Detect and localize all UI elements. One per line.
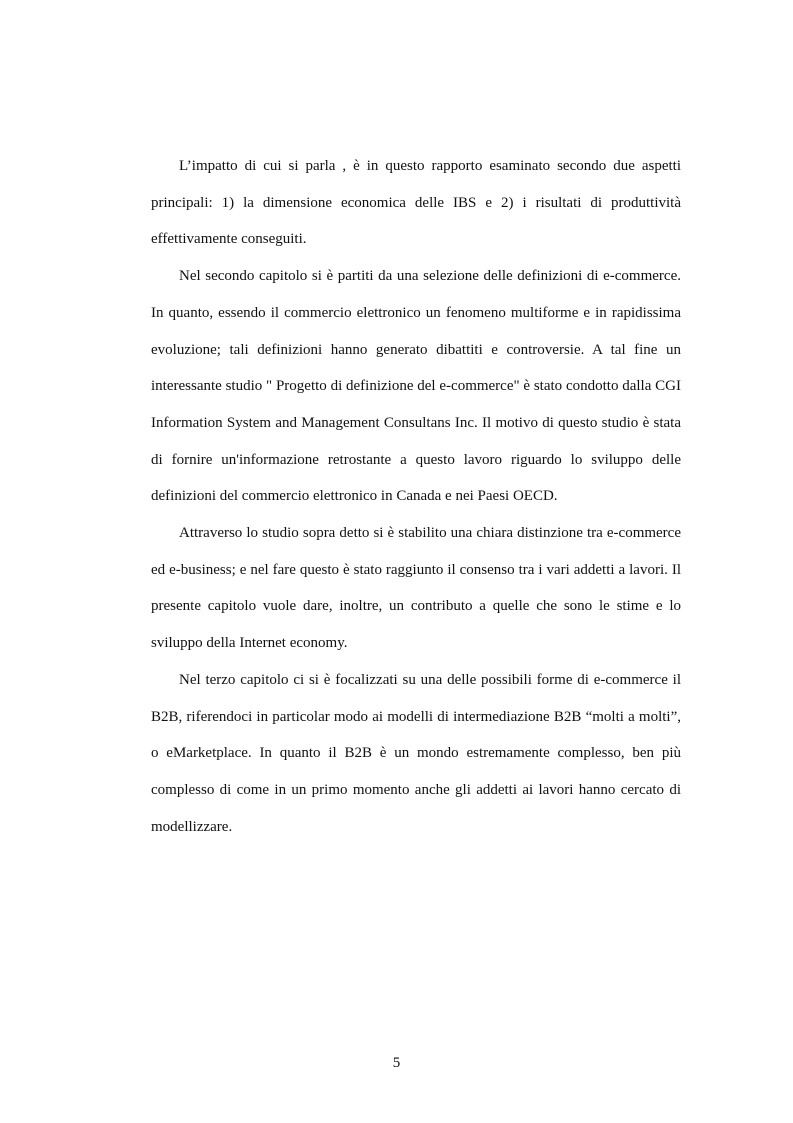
- paragraph-2: Nel secondo capitolo si è partiti da una selezione delle definizioni di e-commerce. In quanto, essendo il commercio elettronico un fenomeno multiforme e in rapidissima evoluzione; tali definizioni hanno generato dibattiti e controversie. A tal fine un interessante studio " Progetto di definizione del e-commerce" è stato condotto dalla CGI Information System and Management Consultans Inc. Il motivo di questo studio è stata di fornire un'informazione retrostante a questo lavoro riguardo lo sviluppo delle definizioni del commercio elettronico in Canada e nei Paesi OECD.: [151, 268, 681, 505]
- paragraph-3: Attraverso lo studio sopra detto si è stabilito una chiara distinzione tra e-commerce ed e-business; e nel fare questo è stato raggiunto il consenso tra i vari addetti a lavori. Il presente capitolo vuole dare, inoltre, un contributo a quelle che sono le stime e lo sviluppo della Internet economy.: [151, 525, 681, 652]
- paragraph-1: L’impatto di cui si parla , è in questo rapporto esaminato secondo due aspetti principali: 1) la dimensione economica delle IBS e 2) i risultati di produttività effettivamente conseguiti.: [151, 158, 681, 248]
- paragraph-4: Nel terzo capitolo ci si è focalizzati su una delle possibili forme di e-commerce il B2B, riferendoci in particolar modo ai modelli di intermediazione B2B “molti a molti”, o eMarketplace. In quanto il B2B è un mondo estremamente complesso, ben più complesso di come in un primo momento anche gli addetti ai lavori hanno cercato di modellizzare.: [151, 671, 681, 835]
- page-number: 5: [392, 1055, 401, 1071]
- body-text: [151, 148, 681, 845]
